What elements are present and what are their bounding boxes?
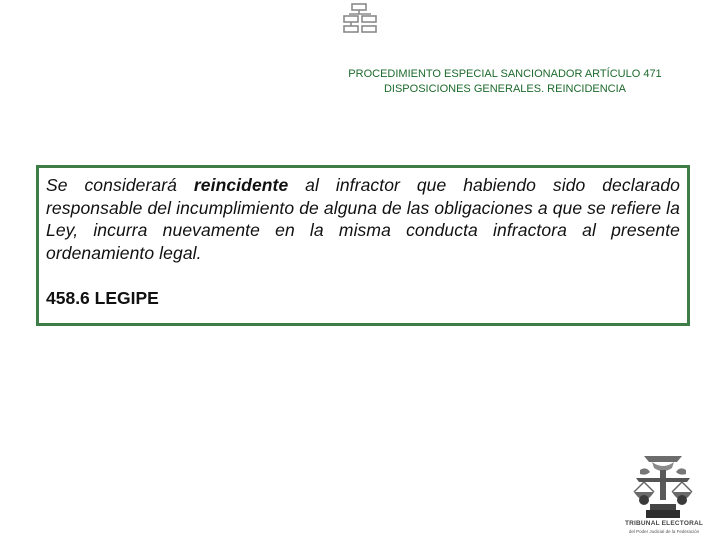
definition-text bbox=[46, 174, 680, 264]
legal-reference: 458.6 LEGIPE bbox=[46, 288, 159, 308]
definition-term: reincidente bbox=[193, 175, 289, 195]
tribunal-subtitle: del Poder Judicial de la Federación bbox=[628, 529, 700, 534]
header-subtitle: DISPOSICIONES GENERALES. REINCIDENCIA bbox=[383, 83, 627, 95]
definition-rest: al infractor que habiendo sido declarado responsable del incumplimiento de alguna de las obligaciones a que se refiere la Ley, incurra nuevamente en la misma conducta infractora al presente ordenamiento legal. bbox=[46, 175, 680, 263]
definition-box bbox=[36, 165, 690, 326]
tribunal-electoral-seal bbox=[630, 452, 696, 520]
flowchart-icon bbox=[343, 2, 377, 34]
tribunal-name: TRIBUNAL ELECTORAL bbox=[624, 520, 704, 527]
header-title: PROCEDIMIENTO ESPECIAL SANCIONADOR ARTÍCULO 471 bbox=[348, 68, 662, 80]
definition-lead: Se considerará bbox=[46, 175, 194, 195]
slide-header bbox=[300, 67, 710, 97]
